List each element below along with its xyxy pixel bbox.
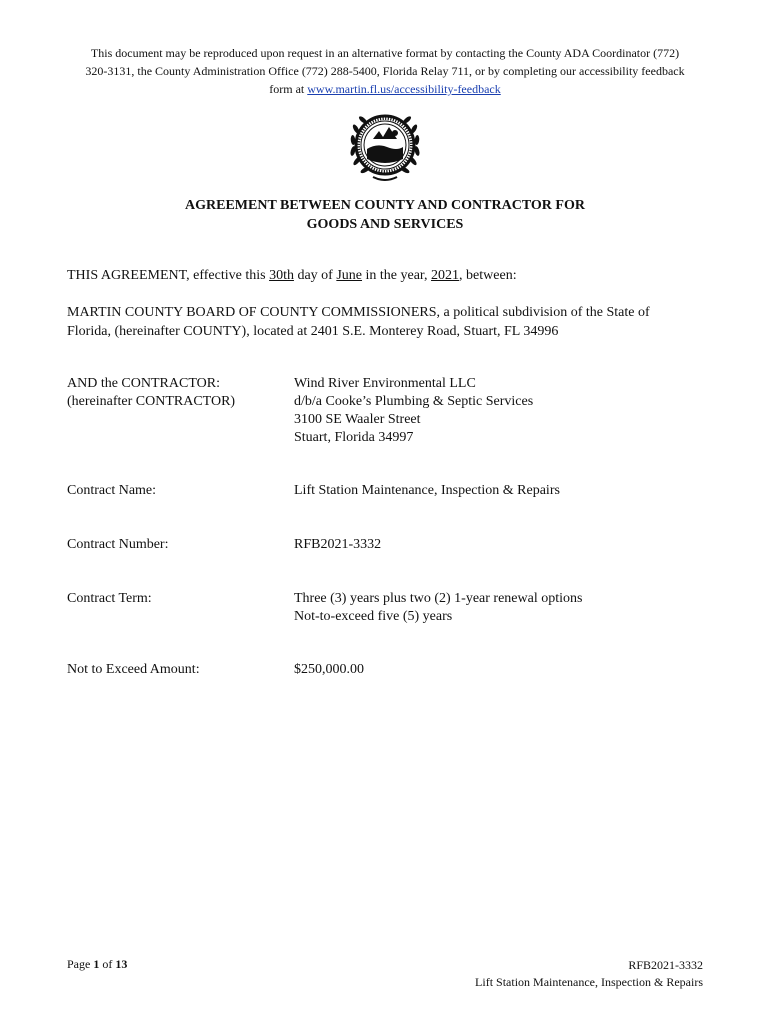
title-line-1: AGREEMENT BETWEEN COUNTY AND CONTRACTOR FOR <box>185 198 585 213</box>
contractor-street: 3100 SE Waaler Street <box>294 412 421 427</box>
notice-line-3 <box>50 80 720 98</box>
not-to-exceed-label: Not to Exceed Amount: <box>67 662 200 677</box>
contract-term-label: Contract Term: <box>67 591 152 606</box>
agreement-intro <box>67 266 717 285</box>
effective-month: June <box>336 268 363 283</box>
page-current: 1 <box>93 957 100 971</box>
contract-number-label: Contract Number: <box>67 537 169 552</box>
notice-line-2: 320-3131, the County Administration Office (772) 288-5400, Florida Relay 711, or by completing our accessibility feedback <box>85 64 685 78</box>
county-line-2: Florida, (hereinafter COUNTY), located at 2401 S.E. Monterey Road, Stuart, FL 34996 <box>67 324 559 339</box>
intro-prefix: THIS AGREEMENT, effective this <box>67 268 270 283</box>
accessibility-notice <box>50 44 720 98</box>
contractor-label <box>67 375 235 411</box>
page-of: of <box>99 957 116 971</box>
page-total: 13 <box>115 957 128 971</box>
contract-number-value: RFB2021-3332 <box>294 537 382 552</box>
notice-line-3-prefix: form at <box>269 82 308 96</box>
contract-term-line-1: Three (3) years plus two (2) 1-year renewal options <box>294 591 583 606</box>
county-line-1: MARTIN COUNTY BOARD OF COUNTY COMMISSIONERS, a political subdivision of the State of <box>67 305 650 320</box>
contract-term-value <box>294 590 582 626</box>
contract-term-line-2: Not-to-exceed five (5) years <box>294 609 453 624</box>
contractor-dba: d/b/a Cooke’s Plumbing & Septic Services <box>294 394 534 409</box>
contract-name-value: Lift Station Maintenance, Inspection & Repairs <box>294 483 560 498</box>
footer-ref-number: RFB2021-3332 <box>628 958 703 972</box>
county-seal-icon <box>343 103 427 187</box>
effective-year: 2021 <box>431 268 460 283</box>
contractor-city: Stuart, Florida 34997 <box>294 430 414 445</box>
contractor-address <box>294 375 533 447</box>
contractor-name: Wind River Environmental LLC <box>294 376 476 391</box>
footer-reference <box>475 957 703 991</box>
contractor-label-line-1: AND the CONTRACTOR: <box>67 376 220 391</box>
page-word: Page <box>67 957 94 971</box>
title-line-2: GOODS AND SERVICES <box>306 217 464 232</box>
intro-mid-1: day of <box>293 268 337 283</box>
notice-line-1: This document may be reproduced upon request in an alternative format by contacting the County ADA Coordinator (772) <box>90 46 680 60</box>
page-number <box>67 957 127 972</box>
not-to-exceed-amount: $250,000.00 <box>294 662 364 677</box>
accessibility-feedback-link[interactable]: www.martin.fl.us/accessibility-feedback <box>307 82 501 96</box>
effective-day: 30th <box>269 268 294 283</box>
footer-ref-title: Lift Station Maintenance, Inspection & Repairs <box>475 975 703 989</box>
intro-mid-2: in the year, <box>362 268 432 283</box>
contract-name-label: Contract Name: <box>67 483 157 498</box>
agreement-title <box>60 196 710 234</box>
intro-suffix: , between: <box>459 268 517 283</box>
contractor-label-line-2: (hereinafter CONTRACTOR) <box>67 394 236 409</box>
county-paragraph <box>67 303 717 341</box>
